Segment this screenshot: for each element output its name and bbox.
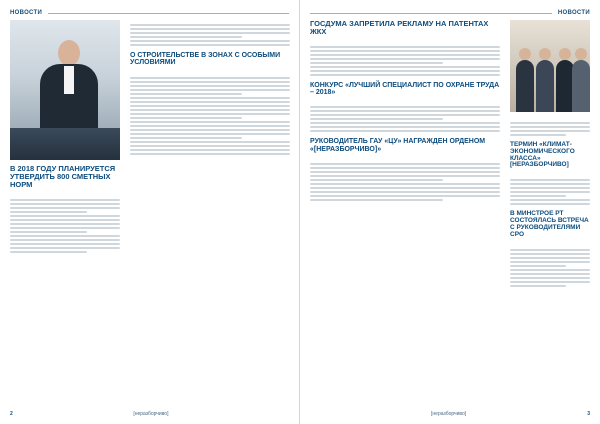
left-section-label: НОВОСТИ [10, 10, 43, 16]
left-article-1-body [10, 199, 120, 253]
left-page-number: 2 [10, 411, 13, 417]
right-col-2-body-top [510, 122, 590, 136]
right-article-2-body [310, 106, 500, 132]
speaker-head [58, 40, 80, 66]
right-page [300, 0, 600, 424]
right-col-2 [510, 118, 590, 287]
left-col-1 [10, 165, 120, 253]
right-photo [510, 20, 590, 112]
right-article-5-body [510, 249, 590, 287]
right-section-label: НОВОСТИ [557, 10, 590, 16]
left-article-2-body [130, 77, 290, 155]
left-photo [10, 20, 120, 160]
right-page-number: 3 [587, 411, 590, 417]
photo-person [516, 60, 534, 112]
right-topbar-rule [310, 13, 552, 14]
right-col-1 [310, 20, 500, 201]
left-topbar-rule [48, 13, 289, 14]
left-article-2-headline: О СТРОИТЕЛЬСТВЕ В ЗОНАХ С ОСОБЫМИ УСЛОВИЯМИ [130, 52, 281, 67]
right-article-4-headline: ТЕРМИН «КЛИМАТ-ЭКОНОМИЧЕСКОГО КЛАССА» [НЕРАЗБОРЧИВО] [510, 141, 575, 169]
left-footer-title: [неразборчиво] [133, 411, 169, 417]
right-article-1-headline: ГОСДУМА ЗАПРЕТИЛА РЕКЛАМУ НА ПАТЕНТАХ ЖКХ [310, 19, 489, 36]
right-article-4-body [510, 179, 590, 205]
left-article-1-headline: В 2018 ГОДУ ПЛАНИРУЕТСЯ УТВЕРДИТЬ 800 СМЕТНЫХ НОРМ [10, 164, 116, 189]
speaker-shirt [64, 66, 74, 94]
photo-person [536, 60, 554, 112]
photo-person [572, 60, 590, 112]
right-article-2-headline: КОНКУРС «ЛУЧШИЙ СПЕЦИАЛИСТ ПО ОХРАНЕ ТРУДА – 2018» [310, 81, 500, 97]
right-article-3-headline: РУКОВОДИТЕЛЬ ГАУ «ЦУ» НАГРАЖДЕН ОРДЕНОМ «[НЕРАЗБОРЧИВО]» [310, 138, 486, 153]
right-footer-title: [неразборчиво] [431, 411, 467, 417]
podium [10, 128, 120, 160]
left-col-2-body-top [130, 24, 290, 46]
left-topbar [10, 8, 289, 18]
left-footer [10, 410, 289, 418]
right-topbar [310, 8, 590, 18]
right-article-1-body [310, 46, 500, 76]
left-col-2 [130, 20, 290, 155]
right-article-3-body [310, 163, 500, 201]
right-article-5-headline: В МИНСТРОЕ РТ СОСТОЯЛАСЬ ВСТРЕЧА С РУКОВОДИТЕЛЯМИ СРО [510, 210, 589, 238]
right-footer [310, 410, 590, 418]
